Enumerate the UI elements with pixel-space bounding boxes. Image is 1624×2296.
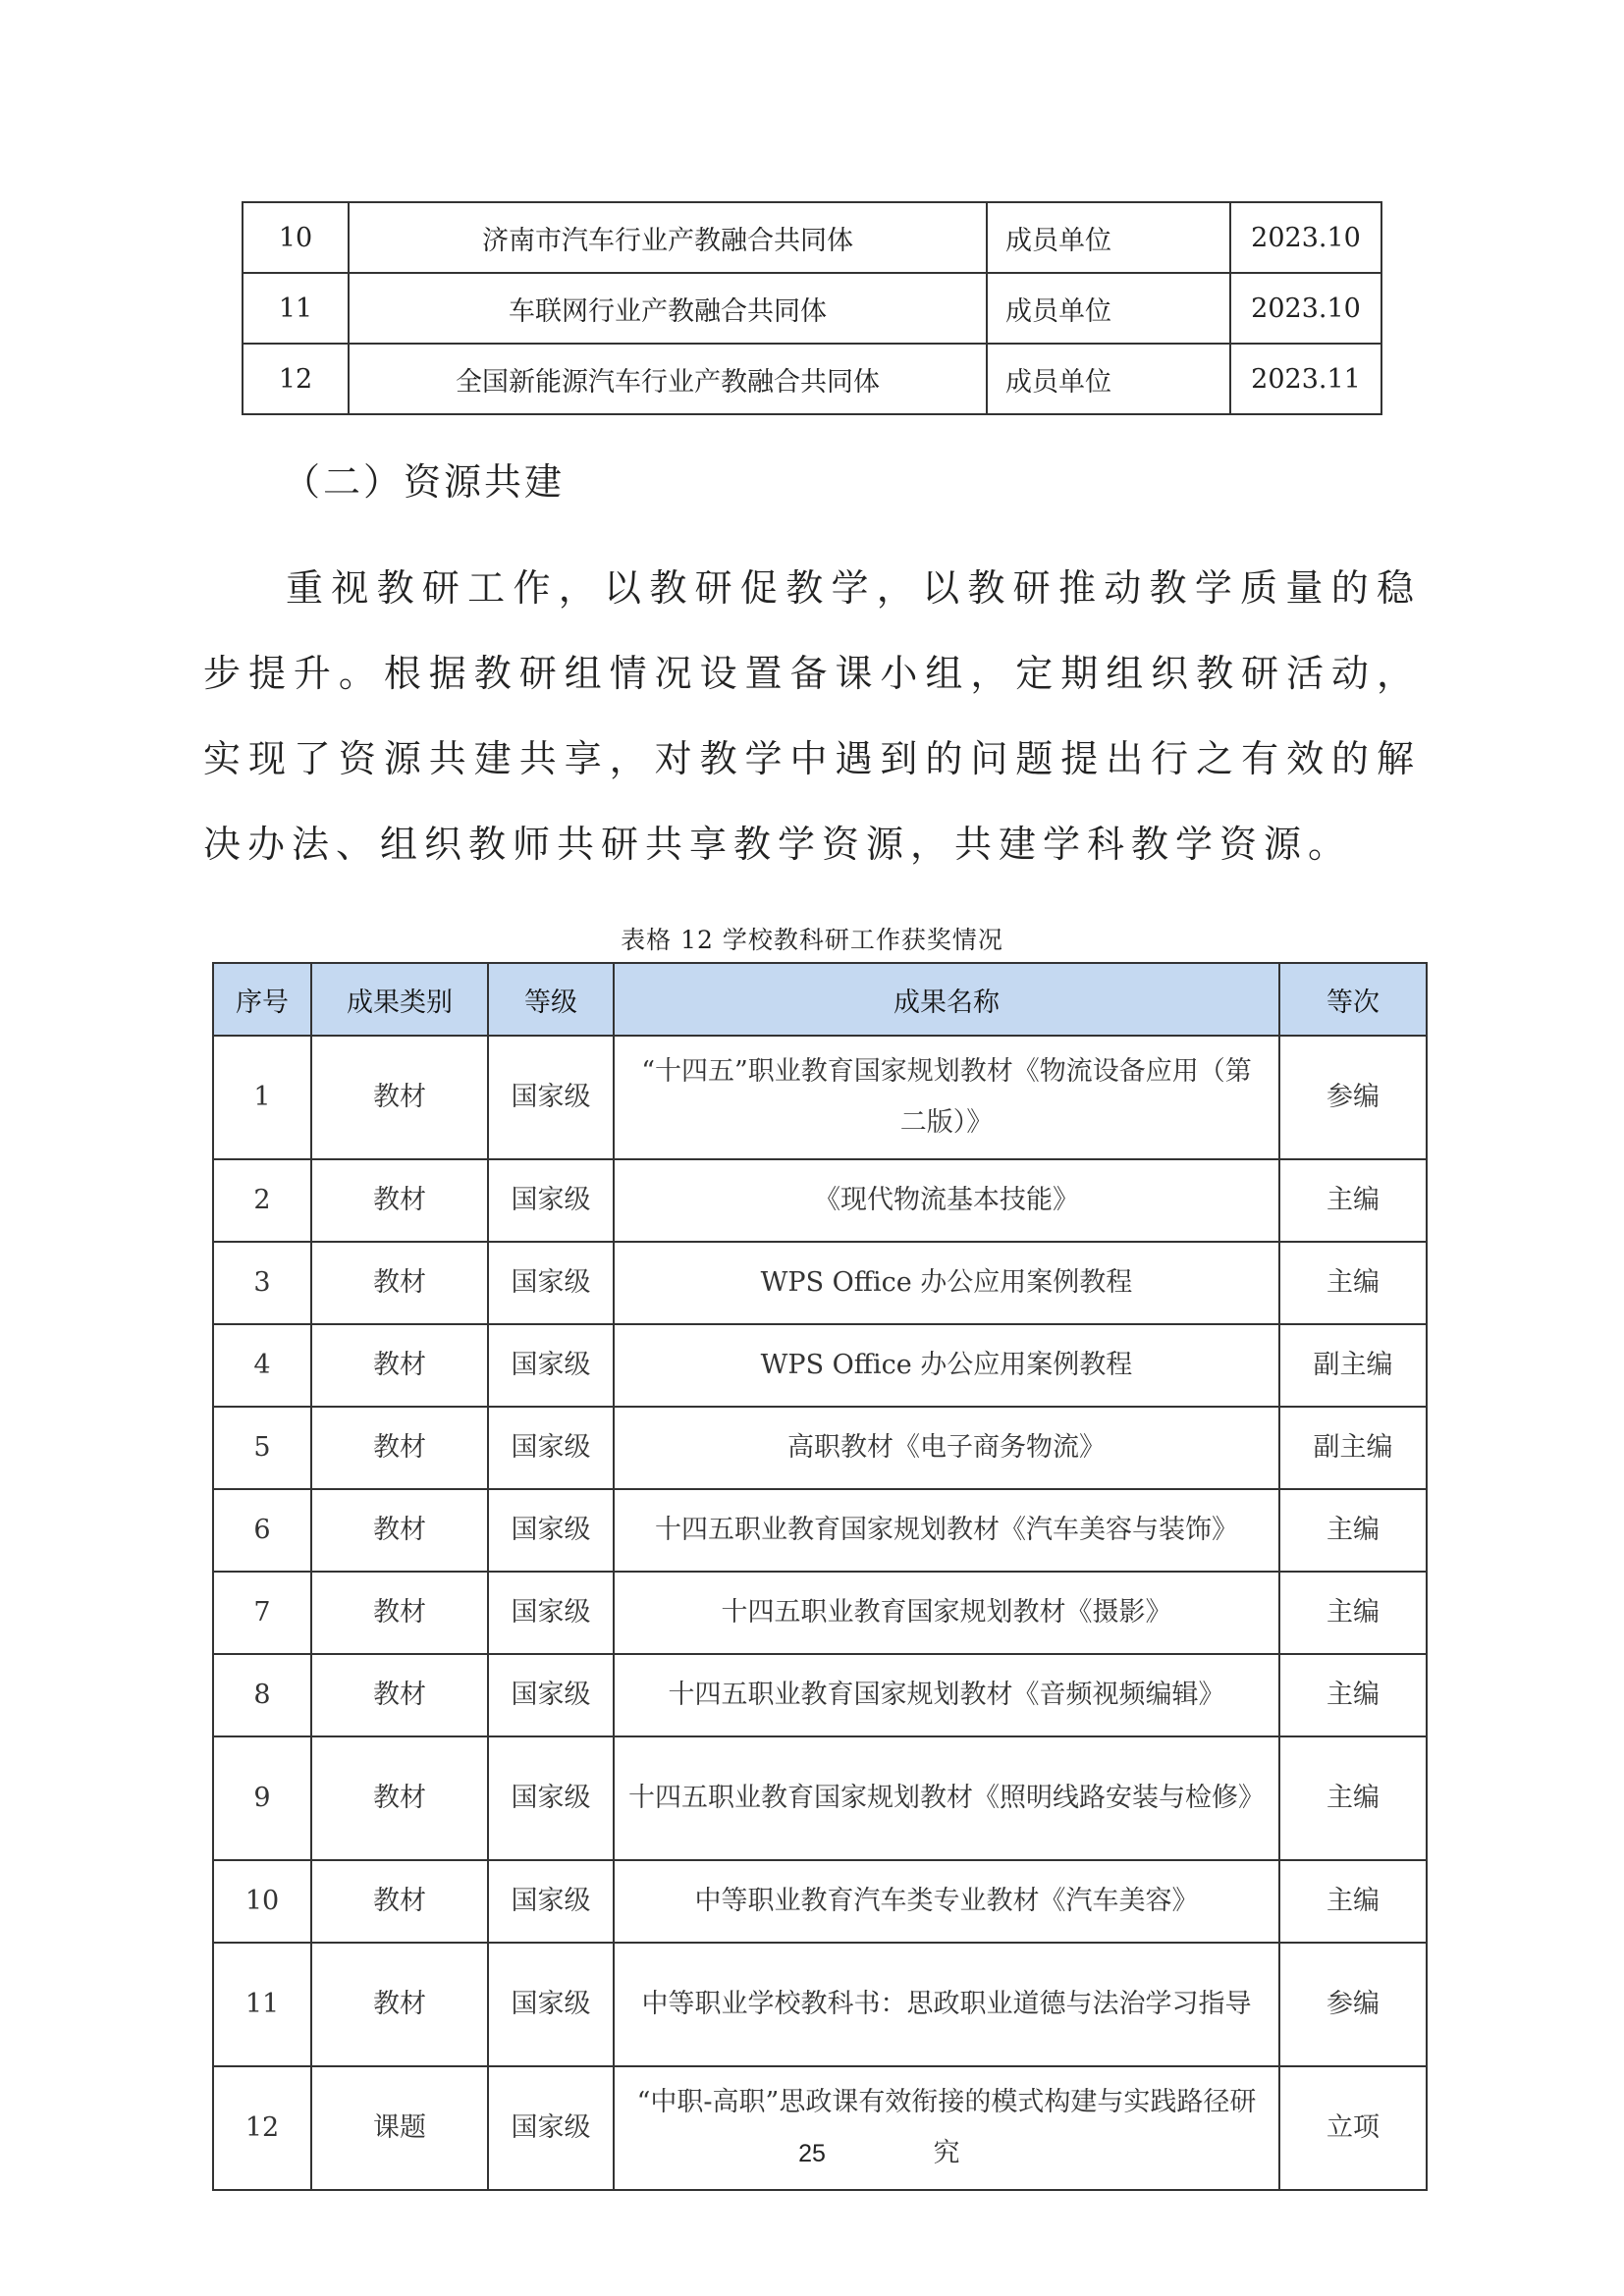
- page-number: 25: [798, 2140, 826, 2167]
- result-category: 教材: [311, 1572, 488, 1654]
- table-row: [213, 1159, 1427, 1242]
- result-name: “中职-高职”思政课有效衔接的模式构建与实践路径研究: [614, 2066, 1279, 2190]
- community-name: 济南市汽车行业产教融合共同体: [349, 202, 987, 273]
- community-name: 全国新能源汽车行业产教融合共同体: [349, 344, 987, 414]
- result-name: 十四五职业教育国家规划教材《照明线路安装与检修》: [614, 1736, 1279, 1860]
- row-number: 6: [213, 1489, 311, 1572]
- membership-type: 成员单位: [987, 273, 1230, 344]
- result-level: 国家级: [488, 1943, 614, 2066]
- membership-type: 成员单位: [987, 344, 1230, 414]
- row-number: 9: [213, 1736, 311, 1860]
- result-category: 教材: [311, 1242, 488, 1324]
- row-number: 11: [243, 273, 349, 344]
- result-category: 教材: [311, 1324, 488, 1407]
- table-row: [213, 1036, 1427, 1159]
- result-level: 国家级: [488, 2066, 614, 2190]
- result-rank: 主编: [1279, 1860, 1427, 1943]
- header-rank: 等次: [1279, 963, 1427, 1036]
- join-date: 2023.10: [1230, 273, 1381, 344]
- result-rank: 主编: [1279, 1242, 1427, 1324]
- table-row: [213, 2066, 1427, 2190]
- table-row: [213, 1407, 1427, 1489]
- awards-table: [212, 962, 1428, 2191]
- result-rank: 副主编: [1279, 1407, 1427, 1489]
- result-category: 教材: [311, 1489, 488, 1572]
- row-number: 12: [243, 344, 349, 414]
- join-date: 2023.11: [1230, 344, 1381, 414]
- body-paragraph: 重视教研工作，以教研促教学，以教研推动教学质量的稳步提升。根据教研组情况设置备课小组，定期组织教研活动，实现了资源共建共享，对教学中遇到的问题提出行之有效的解决办法、组织教师共研共享教学资源，共建学科教学资源。: [203, 566, 1421, 866]
- result-name: WPS Office 办公应用案例教程: [614, 1242, 1279, 1324]
- table-row: [213, 1943, 1427, 2066]
- result-rank: 主编: [1279, 1572, 1427, 1654]
- result-level: 国家级: [488, 1159, 614, 1242]
- row-number: 11: [213, 1943, 311, 2066]
- table-row: [243, 344, 1381, 414]
- header-level: 等级: [488, 963, 614, 1036]
- result-rank: 参编: [1279, 1943, 1427, 2066]
- result-name: “十四五”职业教育国家规划教材《物流设备应用（第二版）》: [614, 1036, 1279, 1159]
- row-number: 7: [213, 1572, 311, 1654]
- join-date: 2023.10: [1230, 202, 1381, 273]
- section-heading: （二）资源共建: [283, 460, 566, 504]
- row-number: 5: [213, 1407, 311, 1489]
- awards-table-body: [213, 1036, 1427, 2190]
- table-row: [213, 1242, 1427, 1324]
- result-category: 课题: [311, 2066, 488, 2190]
- community-name: 车联网行业产教融合共同体: [349, 273, 987, 344]
- table-row: [213, 1489, 1427, 1572]
- result-name: 高职教材《电子商务物流》: [614, 1407, 1279, 1489]
- table-row: [213, 1654, 1427, 1736]
- row-number: 10: [243, 202, 349, 273]
- result-name: 中等职业学校教科书：思政职业道德与法治学习指导: [614, 1943, 1279, 2066]
- result-rank: 主编: [1279, 1736, 1427, 1860]
- table-row: [213, 1324, 1427, 1407]
- table-row: [243, 273, 1381, 344]
- result-rank: 主编: [1279, 1489, 1427, 1572]
- row-number: 12: [213, 2066, 311, 2190]
- result-rank: 立项: [1279, 2066, 1427, 2190]
- row-number: 8: [213, 1654, 311, 1736]
- result-name: 十四五职业教育国家规划教材《音频视频编辑》: [614, 1654, 1279, 1736]
- result-category: 教材: [311, 1736, 488, 1860]
- result-name: 中等职业教育汽车类专业教材《汽车美容》: [614, 1860, 1279, 1943]
- result-level: 国家级: [488, 1407, 614, 1489]
- header-name: 成果名称: [614, 963, 1279, 1036]
- member-units-table: [242, 201, 1382, 415]
- result-name: 《现代物流基本技能》: [614, 1159, 1279, 1242]
- table-caption: 表格 12 学校教科研工作获奖情况: [621, 926, 1003, 954]
- result-rank: 副主编: [1279, 1324, 1427, 1407]
- result-category: 教材: [311, 1654, 488, 1736]
- header-row: [213, 963, 1427, 1036]
- table-row: [213, 1736, 1427, 1860]
- result-category: 教材: [311, 1159, 488, 1242]
- header-category: 成果类别: [311, 963, 488, 1036]
- row-number: 2: [213, 1159, 311, 1242]
- result-level: 国家级: [488, 1489, 614, 1572]
- result-rank: 主编: [1279, 1159, 1427, 1242]
- result-name: 十四五职业教育国家规划教材《摄影》: [614, 1572, 1279, 1654]
- result-level: 国家级: [488, 1324, 614, 1407]
- result-level: 国家级: [488, 1242, 614, 1324]
- result-category: 教材: [311, 1860, 488, 1943]
- row-number: 4: [213, 1324, 311, 1407]
- result-level: 国家级: [488, 1654, 614, 1736]
- table-row: [243, 202, 1381, 273]
- result-name: 十四五职业教育国家规划教材《汽车美容与装饰》: [614, 1489, 1279, 1572]
- result-rank: 参编: [1279, 1036, 1427, 1159]
- result-category: 教材: [311, 1407, 488, 1489]
- header-no: 序号: [213, 963, 311, 1036]
- result-level: 国家级: [488, 1736, 614, 1860]
- row-number: 3: [213, 1242, 311, 1324]
- result-rank: 主编: [1279, 1654, 1427, 1736]
- membership-type: 成员单位: [987, 202, 1230, 273]
- result-level: 国家级: [488, 1860, 614, 1943]
- result-level: 国家级: [488, 1572, 614, 1654]
- row-number: 1: [213, 1036, 311, 1159]
- table-row: [213, 1572, 1427, 1654]
- result-level: 国家级: [488, 1036, 614, 1159]
- result-category: 教材: [311, 1943, 488, 2066]
- table-row: [213, 1860, 1427, 1943]
- result-name: WPS Office 办公应用案例教程: [614, 1324, 1279, 1407]
- result-category: 教材: [311, 1036, 488, 1159]
- row-number: 10: [213, 1860, 311, 1943]
